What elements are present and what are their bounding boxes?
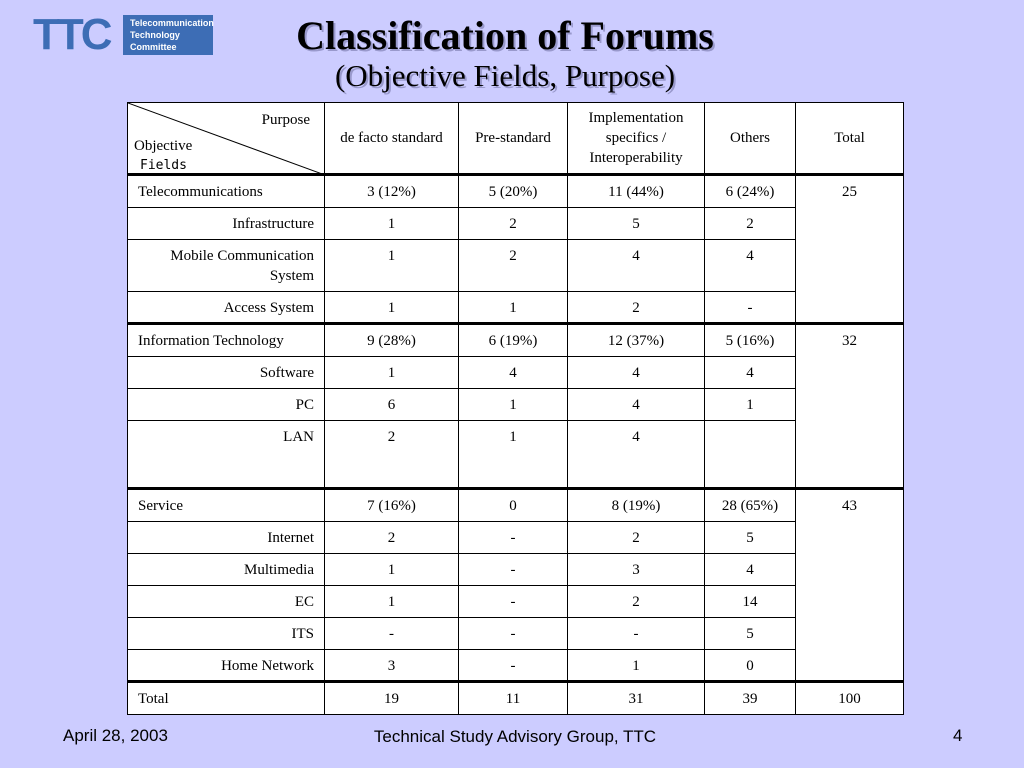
row-value-cell: 4 (568, 357, 705, 389)
row-value-cell: 14 (705, 586, 796, 618)
group-value-cell: 0 (459, 489, 568, 522)
row-value-cell: 3 (325, 650, 459, 682)
row-value-cell: 1 (568, 650, 705, 682)
table-row (128, 357, 904, 389)
footer-date: April 28, 2003 (63, 726, 168, 745)
row-label-cell: Home Network (128, 650, 325, 682)
table-row (128, 586, 904, 618)
row-label-cell: EC (128, 586, 325, 618)
row-value-cell: 2 (325, 522, 459, 554)
group-value-cell: 5 (20%) (459, 175, 568, 208)
row-value-cell: - (568, 618, 705, 650)
row-value-cell: 4 (705, 240, 796, 292)
table-row (128, 389, 904, 421)
column-header: Pre-standard (459, 103, 568, 175)
total-value-cell: 100 (796, 682, 904, 715)
row-value-cell: 1 (325, 586, 459, 618)
row-value-cell: 4 (568, 389, 705, 421)
logo-line-1: Telecommunication (130, 18, 214, 28)
logo-line-2: Technology (130, 30, 180, 40)
row-value-cell: 1 (459, 292, 568, 324)
group-row (128, 175, 904, 208)
group-name-cell: Information Technology (128, 324, 325, 357)
row-label-cell: ITS (128, 618, 325, 650)
table-row (128, 650, 904, 682)
row-label-cell: Access System (128, 292, 325, 324)
row-value-cell: 2 (459, 240, 568, 292)
group-value-cell: 12 (37%) (568, 324, 705, 357)
purpose-label: Purpose (261, 112, 310, 128)
page-number: 4 (953, 726, 963, 745)
row-value-cell: 2 (705, 208, 796, 240)
group-value-cell: 3 (12%) (325, 175, 459, 208)
row-value-cell: 2 (568, 292, 705, 324)
row-value-cell: 1 (459, 389, 568, 421)
group-value-cell: 28 (65%) (705, 489, 796, 522)
objective-label: Objective (134, 138, 193, 154)
header-corner-cell (128, 103, 325, 175)
table-row (128, 554, 904, 586)
row-value-cell: 6 (325, 389, 459, 421)
slide-subtitle: (Objective Fields, Purpose) (334, 58, 676, 93)
group-value-cell: 9 (28%) (325, 324, 459, 357)
row-value-cell: 1 (459, 421, 568, 489)
total-label-cell: Total (128, 682, 325, 715)
group-value-cell: 5 (16%) (705, 324, 796, 357)
row-value-cell: 1 (325, 554, 459, 586)
table-row (128, 522, 904, 554)
row-value-cell: 1 (325, 208, 459, 240)
group-row (128, 489, 904, 522)
row-label-cell: PC (128, 389, 325, 421)
fields-label: Fields (140, 158, 187, 173)
row-value-cell: 2 (325, 421, 459, 489)
row-value-cell: 5 (705, 618, 796, 650)
row-value-cell: 5 (568, 208, 705, 240)
row-value-cell: 4 (705, 554, 796, 586)
row-value-cell: 4 (705, 357, 796, 389)
table-row (128, 618, 904, 650)
row-value-cell: 2 (459, 208, 568, 240)
group-name-cell: Telecommunications (128, 175, 325, 208)
row-label-cell: Internet (128, 522, 325, 554)
column-header: Implementation specifics / Interoperability (568, 103, 705, 175)
row-value-cell: - (325, 618, 459, 650)
row-value-cell: 4 (568, 421, 705, 489)
row-value-cell: 1 (325, 240, 459, 292)
row-value-cell: 3 (568, 554, 705, 586)
group-value-cell: 11 (44%) (568, 175, 705, 208)
group-value-cell: 6 (24%) (705, 175, 796, 208)
total-value-cell: 19 (325, 682, 459, 715)
total-value-cell: 11 (459, 682, 568, 715)
column-header: Total (796, 103, 904, 175)
slide-title: Classification of Forums (296, 13, 714, 58)
logo-line-3: Committee (130, 42, 177, 52)
row-value-cell: 2 (568, 586, 705, 618)
logo-mark: TTC (33, 10, 110, 59)
row-label-cell: Multimedia (128, 554, 325, 586)
row-value-cell: 1 (325, 357, 459, 389)
row-value-cell: 1 (325, 292, 459, 324)
group-name-cell: Service (128, 489, 325, 522)
table-row (128, 208, 904, 240)
row-value-cell: - (459, 618, 568, 650)
row-value-cell: 4 (459, 357, 568, 389)
row-value-cell (705, 421, 796, 489)
row-value-cell: - (459, 586, 568, 618)
row-value-cell: 0 (705, 650, 796, 682)
table-row (128, 240, 904, 292)
row-label-cell: Infrastructure (128, 208, 325, 240)
group-row (128, 324, 904, 357)
total-value-cell: 31 (568, 682, 705, 715)
row-value-cell: 2 (568, 522, 705, 554)
group-value-cell: 8 (19%) (568, 489, 705, 522)
footer-organization: Technical Study Advisory Group, TTC (373, 727, 657, 746)
row-value-cell: - (459, 522, 568, 554)
row-value-cell: - (459, 650, 568, 682)
group-total-cell: 25 (796, 175, 904, 324)
group-value-cell: 7 (16%) (325, 489, 459, 522)
row-value-cell: 5 (705, 522, 796, 554)
column-header: Others (705, 103, 796, 175)
total-value-cell: 39 (705, 682, 796, 715)
header-row (128, 103, 904, 175)
row-value-cell: - (459, 554, 568, 586)
group-total-cell: 43 (796, 489, 904, 682)
total-row (128, 682, 904, 715)
row-label-cell: Software (128, 357, 325, 389)
table-row (128, 292, 904, 324)
column-header: de facto standard (325, 103, 459, 175)
row-label-cell: LAN (128, 421, 325, 489)
table-row (128, 421, 904, 489)
row-value-cell: - (705, 292, 796, 324)
row-value-cell: 4 (568, 240, 705, 292)
row-label-cell: Mobile Communication System (128, 240, 325, 292)
forum-classification-table (127, 102, 904, 715)
group-value-cell: 6 (19%) (459, 324, 568, 357)
group-total-cell: 32 (796, 324, 904, 489)
row-value-cell: 1 (705, 389, 796, 421)
